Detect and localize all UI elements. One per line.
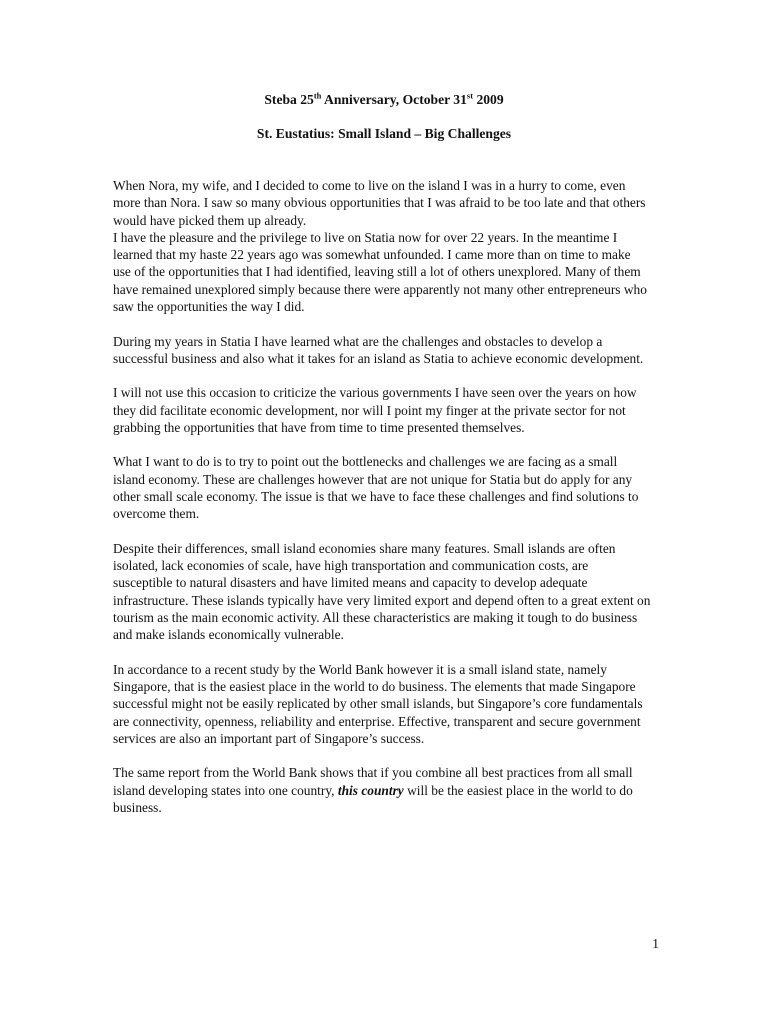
paragraph-8	[113, 764, 651, 816]
paragraph-8-end: will be the easiest place in the world to do business.	[113, 782, 633, 816]
paragraph-5: What I want to do is to try to point out the bottlenecks and challenges we are facing as a small island economy. These are challenges however that are not unique for Statia but do apply for any other small scale economy. The issue is that we have to face these challenges and find solutions to overcome them.	[113, 454, 639, 522]
paragraph-8-start: The same report from the World Bank shows that if you combine all best practices from all small island developing states into one country,	[113, 765, 633, 798]
paragraph-6: Despite their differences, small island economies share many features. Small islands are often isolated, lack economies of scale, have high transportation and communication costs, are susceptible to natural disasters and have limited means and capacity to develop adequate infrastructure. These islands typically have very limited export and depend often to a great extent on tourism as the main economic activity. All these characteristics are making it tough to do business and make islands economically vulnerable.	[113, 540, 651, 643]
document-subtitle: St. Eustatius: Small Island – Big Challenges	[256, 126, 512, 141]
paragraph-4: I will not use this occasion to criticize the various governments I have seen over the years on how they did facilitate economic development, nor will I point my finger at the private sector for not grabbing the opportunities that have from time to time presented themselves.	[113, 385, 637, 435]
title-text-middle: Anniversary, October 31	[321, 92, 467, 107]
title-superscript-st: st	[466, 90, 474, 101]
title-text-start: Steba 25	[264, 92, 314, 107]
paragraph-1: When Nora, my wife, and I decided to come to live on the island I was in a hurry to come, even more than Nora. I saw so many obvious opportunities that I was afraid to be too late and that others would have picked them up already.	[113, 178, 646, 228]
document-title	[0, 91, 768, 108]
title-text-end: 2009	[473, 92, 504, 107]
title-superscript-th: th	[313, 90, 322, 101]
emphasis-this-country: this country	[337, 782, 404, 798]
paragraph-7: In accordance to a recent study by the World Bank however it is a small island state, namely Singapore, that is the easiest place in the world to do business. The elements that made Singapore successful might not be easily replicated by other small islands, but Singapore’s core fundamentals are connectivity, openness, reliability and enterprise. Effective, transparent and secure government services are also an important part of Singapore’s success.	[113, 661, 643, 746]
paragraph-2: I have the pleasure and the privilege to live on Statia now for over 22 years. In the meantime I learned that my haste 22 years ago was somewhat unfounded. I came more than on time to make use of the opportunities that I had identified, leaving still a lot of others unexplored. Many of them have remained unexplored simply because there were apparently not many other entrepreneurs who saw the opportunities the way I did.	[113, 229, 647, 315]
page-number: 1	[652, 936, 659, 951]
paragraph-3: During my years in Statia I have learned what are the challenges and obstacles to develop a successful business and also what it takes for an island as Statia to achieve economic development.	[113, 333, 644, 366]
document-body	[113, 177, 651, 834]
